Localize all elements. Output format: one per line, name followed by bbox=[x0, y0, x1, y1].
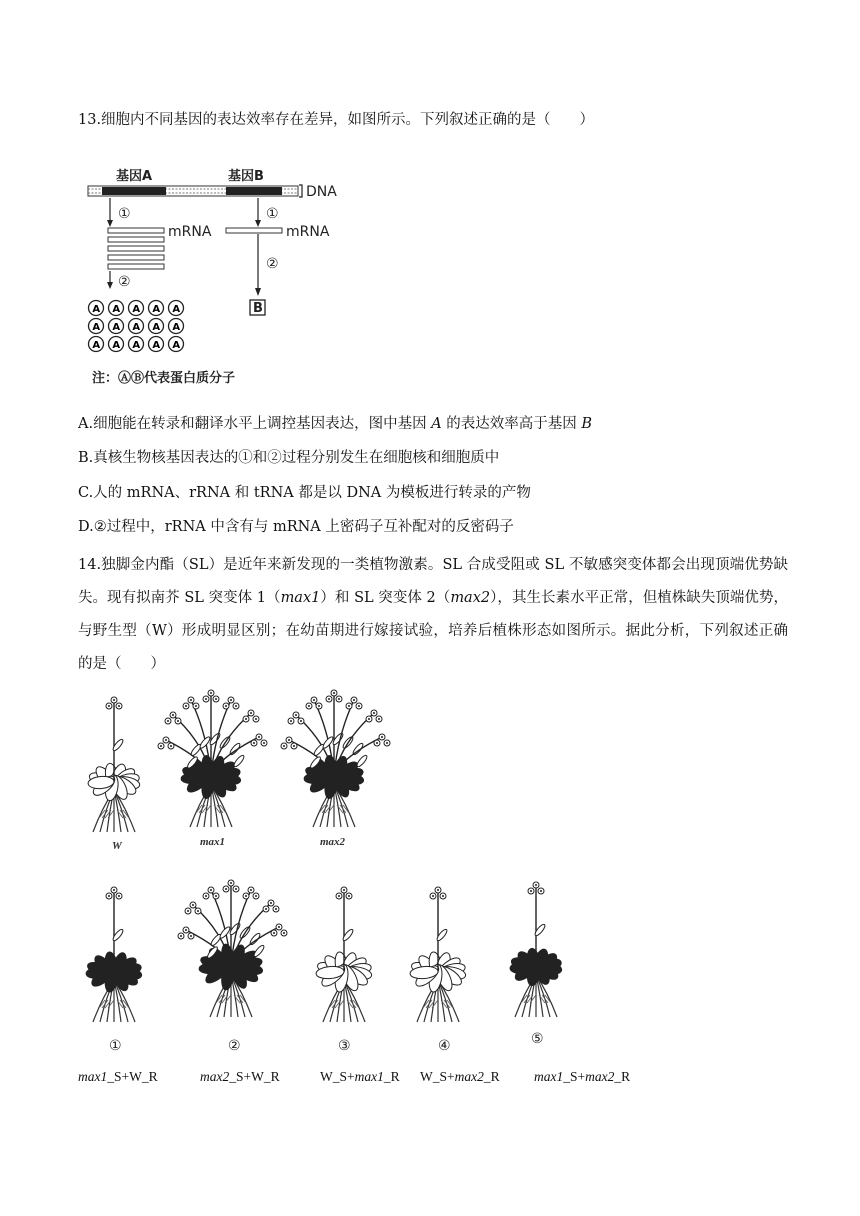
plant-graft-2 bbox=[178, 880, 287, 1017]
step1-a: ① bbox=[118, 206, 131, 222]
gene-b-label: 基因B bbox=[228, 169, 264, 184]
plant-w bbox=[88, 697, 141, 832]
plant-max1 bbox=[158, 690, 267, 827]
plant-max2 bbox=[281, 690, 390, 827]
mrna-b bbox=[226, 228, 282, 233]
protein-a-letter: A bbox=[92, 304, 101, 315]
protein-a-letter: A bbox=[132, 304, 141, 315]
protein-b-letter: B bbox=[253, 301, 263, 316]
label-max2: max2 bbox=[320, 836, 346, 848]
dna-strand bbox=[88, 185, 302, 197]
plant-grafting-figure bbox=[76, 685, 636, 1065]
step2-b: ② bbox=[266, 256, 279, 272]
option-a[interactable]: A.细胞能在转录和翻译水平上调控基因表达，图中基因 A 的表达效率高于基因 B bbox=[78, 416, 593, 432]
protein-a-letter: A bbox=[152, 322, 161, 333]
dna-label: DNA bbox=[306, 184, 337, 200]
protein-a-letter: A bbox=[132, 322, 141, 333]
plant-graft-1 bbox=[86, 887, 143, 1022]
protein-a-letter: A bbox=[172, 304, 181, 315]
label-max1: max1 bbox=[200, 836, 226, 848]
protein-a-letter: A bbox=[172, 322, 181, 333]
protein-a-grid bbox=[89, 301, 184, 352]
caption-2: max2_S+W_R bbox=[200, 1069, 280, 1084]
mrna-a-label: mRNA bbox=[168, 224, 212, 240]
num-2: ② bbox=[228, 1038, 241, 1054]
protein-a-letter: A bbox=[172, 340, 181, 351]
caption-3: W_S+max1_R bbox=[320, 1069, 400, 1084]
protein-a-letter: A bbox=[112, 340, 121, 351]
caption-5: max1_S+max2_R bbox=[534, 1069, 631, 1084]
protein-a-letter: A bbox=[112, 304, 121, 315]
protein-a-letter: A bbox=[112, 322, 121, 333]
option-b[interactable]: B.真核生物核基因表达的①和②过程分别发生在细胞核和细胞质中 bbox=[78, 450, 500, 466]
plant-graft-3 bbox=[316, 887, 373, 1022]
step1-b: ① bbox=[266, 206, 279, 222]
protein-a-letter: A bbox=[132, 340, 141, 351]
option-c[interactable]: C.人的 mRNA、rRNA 和 tRNA 都是以 DNA 为模板进行转录的产物 bbox=[78, 485, 531, 501]
protein-a-letter: A bbox=[92, 322, 101, 333]
protein-a-letter: A bbox=[152, 340, 161, 351]
step2-a: ② bbox=[118, 274, 131, 290]
num-3: ③ bbox=[338, 1038, 351, 1054]
plant-graft-4 bbox=[410, 887, 467, 1022]
num-1: ① bbox=[109, 1038, 122, 1054]
option-d[interactable]: D.②过程中，rRNA 中含有与 mRNA 上密码子互补配对的反密码子 bbox=[78, 519, 514, 535]
mrna-b-label: mRNA bbox=[286, 224, 330, 240]
caption-4: W_S+max2_R bbox=[420, 1069, 500, 1084]
plant-graft-5 bbox=[510, 882, 563, 1017]
figure-note: 注：ⒶⒷ代表蛋白质分子 bbox=[92, 371, 236, 386]
label-w: W bbox=[112, 840, 122, 852]
num-5: ⑤ bbox=[531, 1031, 544, 1047]
mrna-a-stack bbox=[108, 228, 164, 269]
gene-a-label: 基因A bbox=[116, 169, 153, 184]
num-4: ④ bbox=[438, 1038, 451, 1054]
gene-expression-diagram bbox=[86, 160, 356, 390]
question-14-stem: 14.独脚金内酯（SL）是近年来新发现的一类植物激素。SL 合成受阻或 SL 不敏感突变体都会出现顶端优势缺失。现有拟南芥 SL 突变体 1（max1）和 SL 突变体 2（max2），其生长素水平正常，但植株缺失顶端优势，与野生型（W）形成明显区别；在幼苗期进行嫁接试验，培养后植株形态如图所示。据此分析，下列叙述正确的是（ ） bbox=[78, 557, 788, 672]
protein-a-letter: A bbox=[92, 340, 101, 351]
caption-1: max1_S+W_R bbox=[78, 1069, 158, 1084]
protein-a-letter: A bbox=[152, 304, 161, 315]
question-13-stem: 13.细胞内不同基因的表达效率存在差异，如图所示。下列叙述正确的是（ ） bbox=[78, 112, 595, 128]
